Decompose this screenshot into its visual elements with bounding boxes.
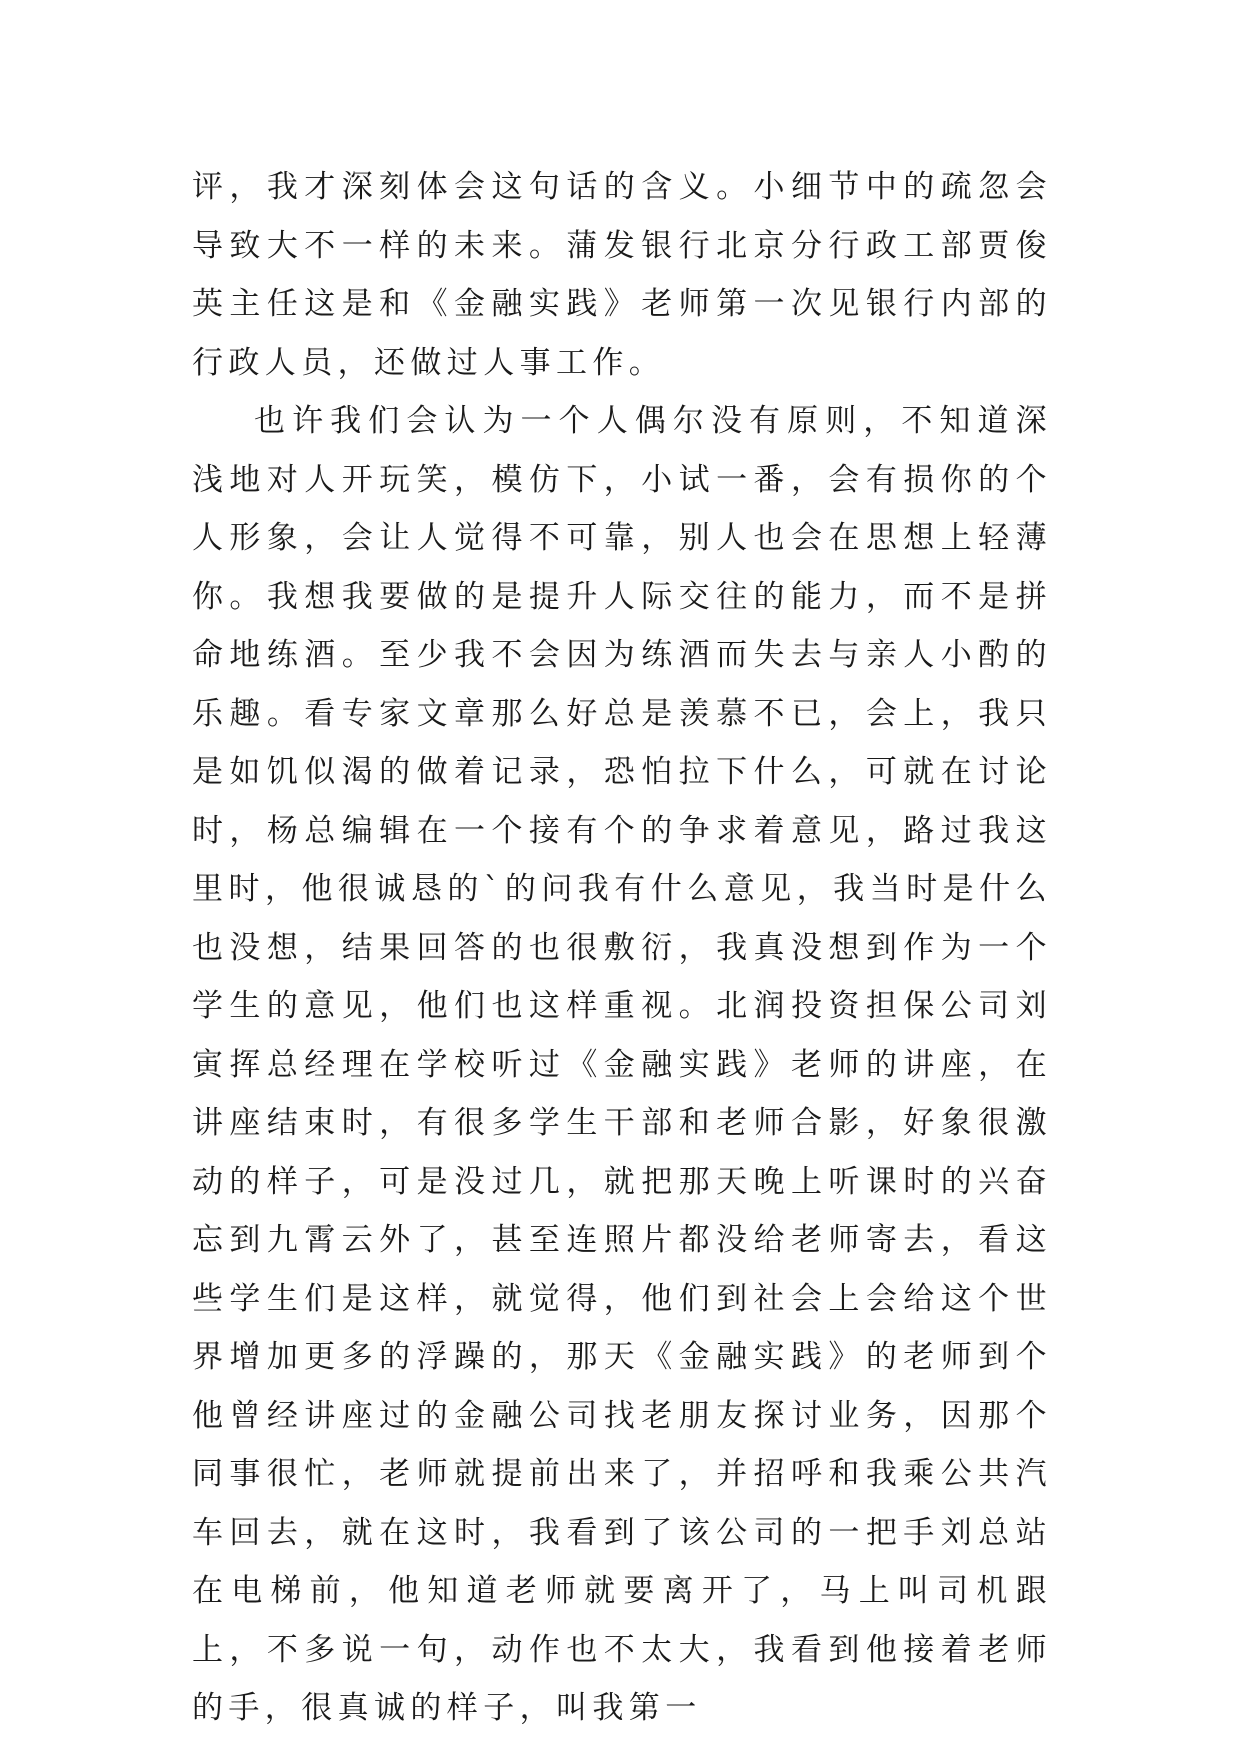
body-text	[192, 158, 1052, 1738]
paragraph-1: 评，我才深刻体会这句话的含义。小细节中的疏忽会导致大不一样的未来。蒲发银行北京分行政工部贾俊英主任这是和《金融实践》老师第一次见银行内部的行政人员，还做过人事工作。	[192, 169, 1052, 381]
paragraph-2: 也许我们会认为一个人偶尔没有原则，不知道深浅地对人开玩笑，模仿下，小试一番，会有损你的个人形象，会让人觉得不可靠，别人也会在思想上轻薄你。我想我要做的是提升人际交往的能力，而不是拼命地练酒。至少我不会因为练酒而失去与亲人小酌的乐趣。看专家文章那么好总是羡慕不已，会上，我只是如饥似渴的做着记录，恐怕拉下什么，可就在讨论时，杨总编辑在一个接有个的争求着意见，路过我这里时，他很诚恳的`的问我有什么意见，我当时是什么也没想，结果回答的也很敷衍，我真没想到作为一个学生的意见，他们也这样重视。北润投资担保公司刘寅挥总经理在学校听过《金融实践》老师的讲座，在讲座结束时，有很多学生干部和老师合影，好象很激动的样子，可是没过几，就把那天晚上听课时的兴奋忘到九霄云外了，甚至连照片都没给老师寄去，看这些学生们是这样，就觉得，他们到社会上会给这个世界增加更多的浮躁的，那天《金融实践》的老师到个他曾经讲座过的金融公司找老朋友探讨业务，因那个同事很忙，老师就提前出来了，并招呼和我乘公共汽车回去，就在这时，我看到了该公司的一把手刘总站在电梯前，他知道老师就要离开了，马上叫司机跟上，不多说一句，动作也不太大，我看到他接着老师的手，很真诚的样子，叫我第一	[192, 403, 1052, 1726]
